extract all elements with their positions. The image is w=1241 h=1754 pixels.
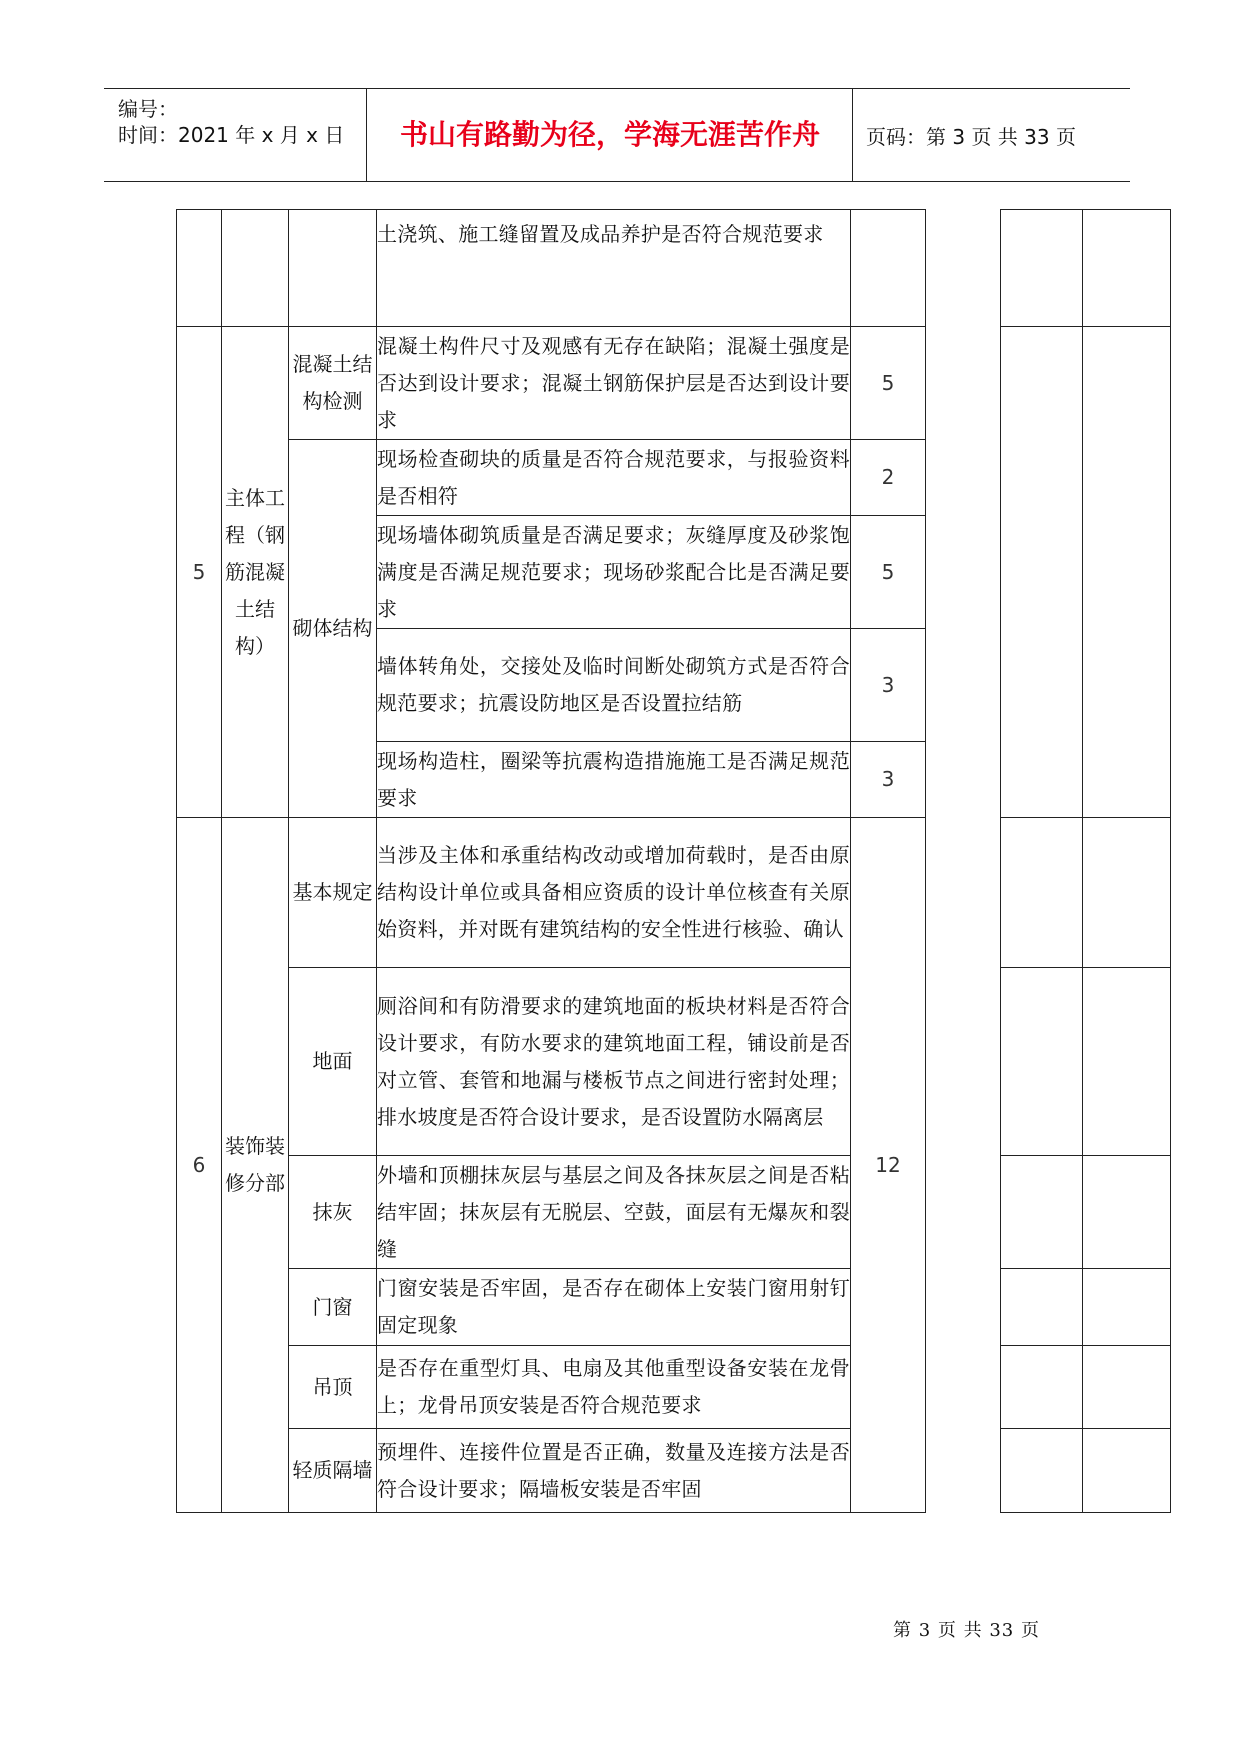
sub-category: 门窗 bbox=[289, 1269, 377, 1346]
remark-cell bbox=[1083, 327, 1171, 818]
item-description: 门窗安装是否牢固，是否存在砌体上安装门窗用射钉固定现象 bbox=[377, 1269, 851, 1346]
table-gap bbox=[926, 210, 1001, 327]
section-category: 主体工程（钢筋混凝土结构） bbox=[222, 327, 289, 818]
table-row bbox=[177, 210, 1171, 327]
item-description: 现场构造柱，圈梁等抗震构造措施施工是否满足规范要求 bbox=[377, 742, 851, 818]
result-cell bbox=[1001, 1269, 1083, 1346]
section-number: 6 bbox=[177, 818, 222, 1513]
result-cell bbox=[1001, 1429, 1083, 1513]
result-cell bbox=[1001, 968, 1083, 1156]
score-cell: 5 bbox=[851, 327, 926, 440]
time-label: 时间：2021 年 x 月 x 日 bbox=[118, 123, 345, 147]
score-cell bbox=[851, 210, 926, 327]
result-cell bbox=[1001, 1156, 1083, 1269]
table-cell bbox=[177, 210, 222, 327]
table-row bbox=[177, 1346, 1171, 1429]
item-description: 土浇筑、施工缝留置及成品养护是否符合规范要求 bbox=[377, 210, 851, 327]
result-cell bbox=[1001, 327, 1083, 818]
table-row bbox=[177, 968, 1171, 1156]
table-row bbox=[177, 327, 1171, 440]
item-description: 外墙和顶棚抹灰层与基层之间及各抹灰层之间是否粘结牢固；抹灰层有无脱层、空鼓，面层有无爆灰和裂缝 bbox=[377, 1156, 851, 1269]
sub-category: 砌体结构 bbox=[289, 440, 377, 818]
remark-cell bbox=[1083, 210, 1171, 327]
item-description: 墙体转角处，交接处及临时间断处砌筑方式是否符合规范要求；抗震设防地区是否设置拉结筋 bbox=[377, 629, 851, 742]
score-cell: 5 bbox=[851, 516, 926, 629]
remark-cell bbox=[1083, 1346, 1171, 1429]
result-cell bbox=[1001, 210, 1083, 327]
sub-category: 地面 bbox=[289, 968, 377, 1156]
score-cell: 2 bbox=[851, 440, 926, 516]
table-cell bbox=[222, 210, 289, 327]
table-row bbox=[177, 1269, 1171, 1346]
section-number: 5 bbox=[177, 327, 222, 818]
result-cell bbox=[1001, 1346, 1083, 1429]
serial-label: 编号： bbox=[118, 97, 178, 121]
remark-cell bbox=[1083, 818, 1171, 968]
item-description: 厕浴间和有防滑要求的建筑地面的板块材料是否符合设计要求，有防水要求的建筑地面工程，铺设前是否对立管、套管和地漏与楼板节点之间进行密封处理；排水坡度是否符合设计要求，是否设置防水隔离层 bbox=[377, 968, 851, 1156]
table-gap bbox=[926, 818, 1001, 1513]
section-category: 装饰装修分部 bbox=[222, 818, 289, 1513]
item-description: 现场检查砌块的质量是否符合规范要求，与报验资料是否相符 bbox=[377, 440, 851, 516]
page-header bbox=[104, 88, 1130, 182]
remark-cell bbox=[1083, 1156, 1171, 1269]
remark-cell bbox=[1083, 1429, 1171, 1513]
item-description: 预埋件、连接件位置是否正确，数量及连接方法是否符合设计要求；隔墙板安装是否牢固 bbox=[377, 1429, 851, 1513]
item-description: 当涉及主体和承重结构改动或增加荷载时，是否由原结构设计单位或具备相应资质的设计单位核查有关原始资料，并对既有建筑结构的安全性进行核验、确认 bbox=[377, 818, 851, 968]
header-motto: 书山有路勤为径，学海无涯苦作舟 bbox=[399, 118, 820, 151]
page-footer: 第 3 页 共 33 页 bbox=[893, 1620, 1040, 1641]
item-description: 是否存在重型灯具、电扇及其他重型设备安装在龙骨上；龙骨吊顶安装是否符合规范要求 bbox=[377, 1346, 851, 1429]
sub-category: 吊顶 bbox=[289, 1346, 377, 1429]
sub-category: 混凝土结构检测 bbox=[289, 327, 377, 440]
remark-cell bbox=[1083, 1269, 1171, 1346]
header-divider bbox=[852, 89, 853, 181]
item-description: 混凝土构件尺寸及观感有无存在缺陷；混凝土强度是否达到设计要求；混凝土钢筋保护层是否达到设计要求 bbox=[377, 327, 851, 440]
table-row bbox=[177, 1429, 1171, 1513]
table-cell bbox=[289, 210, 377, 327]
inspection-table bbox=[176, 209, 1171, 1513]
sub-category: 抹灰 bbox=[289, 1156, 377, 1269]
sub-category: 轻质隔墙 bbox=[289, 1429, 377, 1513]
sub-category: 基本规定 bbox=[289, 818, 377, 968]
score-cell: 12 bbox=[851, 818, 926, 1513]
remark-cell bbox=[1083, 968, 1171, 1156]
header-divider bbox=[366, 89, 367, 181]
item-description: 现场墙体砌筑质量是否满足要求；灰缝厚度及砂浆饱满度是否满足规范要求；现场砂浆配合比是否满足要求 bbox=[377, 516, 851, 629]
score-cell: 3 bbox=[851, 629, 926, 742]
table-gap bbox=[926, 327, 1001, 818]
result-cell bbox=[1001, 818, 1083, 968]
score-cell: 3 bbox=[851, 742, 926, 818]
table-row bbox=[177, 818, 1171, 968]
page-number-label: 页码：第 3 页 共 33 页 bbox=[866, 125, 1076, 149]
table-row bbox=[177, 1156, 1171, 1269]
